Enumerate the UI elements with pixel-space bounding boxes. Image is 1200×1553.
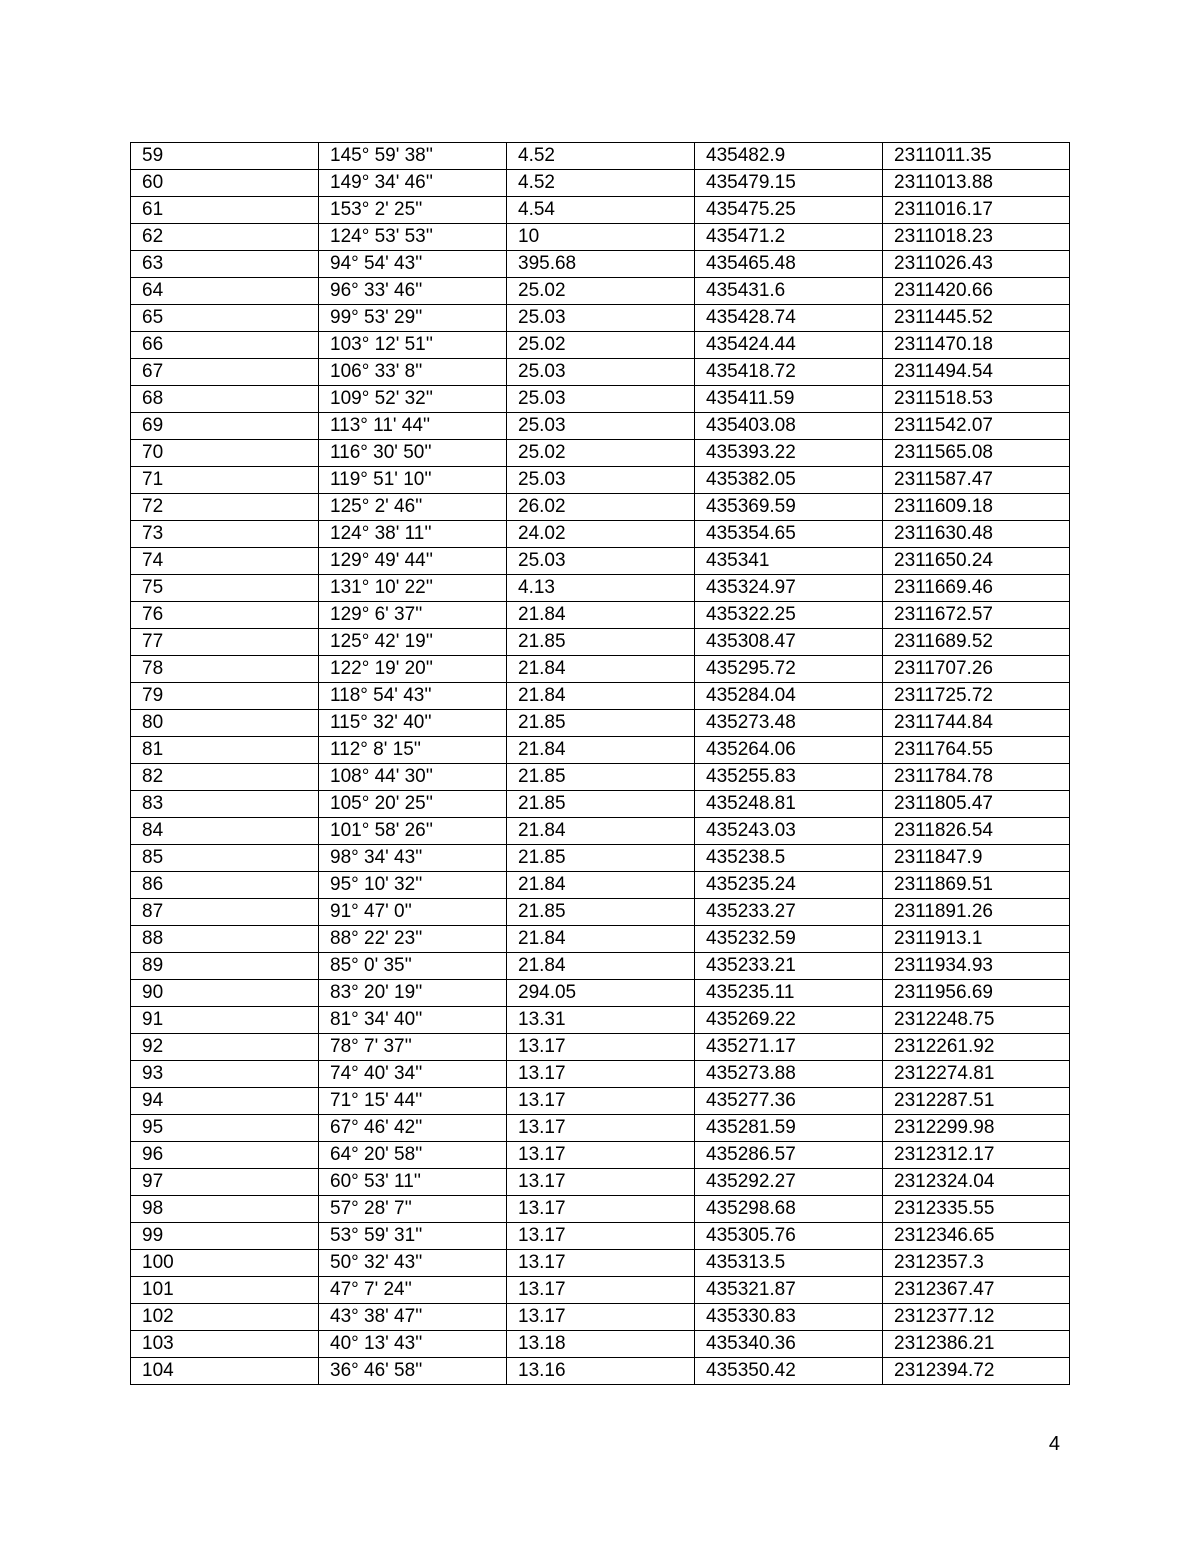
table-row bbox=[131, 629, 1070, 656]
distance-cell: 13.17 bbox=[507, 1088, 695, 1115]
table-row bbox=[131, 278, 1070, 305]
point-number-cell: 71 bbox=[131, 467, 319, 494]
angle-cell: 99° 53' 29'' bbox=[319, 305, 507, 332]
y-coordinate-cell: 2312386.21 bbox=[883, 1331, 1070, 1358]
point-number-cell: 102 bbox=[131, 1304, 319, 1331]
distance-cell: 13.16 bbox=[507, 1358, 695, 1385]
y-coordinate-cell: 2312299.98 bbox=[883, 1115, 1070, 1142]
point-number-cell: 95 bbox=[131, 1115, 319, 1142]
angle-cell: 64° 20' 58'' bbox=[319, 1142, 507, 1169]
point-number-cell: 74 bbox=[131, 548, 319, 575]
x-coordinate-cell: 435482.9 bbox=[695, 143, 883, 170]
point-number-cell: 86 bbox=[131, 872, 319, 899]
angle-cell: 103° 12' 51'' bbox=[319, 332, 507, 359]
point-number-cell: 76 bbox=[131, 602, 319, 629]
distance-cell: 4.13 bbox=[507, 575, 695, 602]
distance-cell: 25.03 bbox=[507, 467, 695, 494]
x-coordinate-cell: 435255.83 bbox=[695, 764, 883, 791]
angle-cell: 95° 10' 32'' bbox=[319, 872, 507, 899]
y-coordinate-cell: 2311011.35 bbox=[883, 143, 1070, 170]
y-coordinate-cell: 2311805.47 bbox=[883, 791, 1070, 818]
y-coordinate-cell: 2311913.1 bbox=[883, 926, 1070, 953]
point-number-cell: 88 bbox=[131, 926, 319, 953]
table-row bbox=[131, 413, 1070, 440]
y-coordinate-cell: 2311565.08 bbox=[883, 440, 1070, 467]
distance-cell: 4.54 bbox=[507, 197, 695, 224]
distance-cell: 13.17 bbox=[507, 1277, 695, 1304]
distance-cell: 294.05 bbox=[507, 980, 695, 1007]
distance-cell: 13.17 bbox=[507, 1196, 695, 1223]
x-coordinate-cell: 435322.25 bbox=[695, 602, 883, 629]
distance-cell: 13.17 bbox=[507, 1169, 695, 1196]
point-number-cell: 97 bbox=[131, 1169, 319, 1196]
table-body bbox=[131, 143, 1070, 1385]
y-coordinate-cell: 2311650.24 bbox=[883, 548, 1070, 575]
distance-cell: 25.03 bbox=[507, 413, 695, 440]
x-coordinate-cell: 435298.68 bbox=[695, 1196, 883, 1223]
angle-cell: 124° 53' 53'' bbox=[319, 224, 507, 251]
y-coordinate-cell: 2311542.07 bbox=[883, 413, 1070, 440]
y-coordinate-cell: 2311869.51 bbox=[883, 872, 1070, 899]
table-row bbox=[131, 1331, 1070, 1358]
distance-cell: 21.84 bbox=[507, 683, 695, 710]
table-row bbox=[131, 170, 1070, 197]
x-coordinate-cell: 435431.6 bbox=[695, 278, 883, 305]
point-number-cell: 101 bbox=[131, 1277, 319, 1304]
table-row bbox=[131, 1034, 1070, 1061]
point-number-cell: 89 bbox=[131, 953, 319, 980]
point-number-cell: 96 bbox=[131, 1142, 319, 1169]
point-number-cell: 85 bbox=[131, 845, 319, 872]
x-coordinate-cell: 435233.27 bbox=[695, 899, 883, 926]
point-number-cell: 68 bbox=[131, 386, 319, 413]
table-row bbox=[131, 1223, 1070, 1250]
point-number-cell: 104 bbox=[131, 1358, 319, 1385]
x-coordinate-cell: 435418.72 bbox=[695, 359, 883, 386]
table-row bbox=[131, 710, 1070, 737]
angle-cell: 153° 2' 25'' bbox=[319, 197, 507, 224]
x-coordinate-cell: 435308.47 bbox=[695, 629, 883, 656]
distance-cell: 13.17 bbox=[507, 1223, 695, 1250]
table-row bbox=[131, 305, 1070, 332]
y-coordinate-cell: 2312335.55 bbox=[883, 1196, 1070, 1223]
point-number-cell: 82 bbox=[131, 764, 319, 791]
table-row bbox=[131, 737, 1070, 764]
point-number-cell: 60 bbox=[131, 170, 319, 197]
distance-cell: 25.02 bbox=[507, 440, 695, 467]
y-coordinate-cell: 2311013.88 bbox=[883, 170, 1070, 197]
point-number-cell: 63 bbox=[131, 251, 319, 278]
y-coordinate-cell: 2311630.48 bbox=[883, 521, 1070, 548]
distance-cell: 26.02 bbox=[507, 494, 695, 521]
x-coordinate-cell: 435271.17 bbox=[695, 1034, 883, 1061]
distance-cell: 13.17 bbox=[507, 1304, 695, 1331]
table-row bbox=[131, 1250, 1070, 1277]
y-coordinate-cell: 2311891.26 bbox=[883, 899, 1070, 926]
x-coordinate-cell: 435354.65 bbox=[695, 521, 883, 548]
angle-cell: 129° 49' 44'' bbox=[319, 548, 507, 575]
x-coordinate-cell: 435369.59 bbox=[695, 494, 883, 521]
x-coordinate-cell: 435284.04 bbox=[695, 683, 883, 710]
y-coordinate-cell: 2311725.72 bbox=[883, 683, 1070, 710]
point-number-cell: 66 bbox=[131, 332, 319, 359]
point-number-cell: 91 bbox=[131, 1007, 319, 1034]
y-coordinate-cell: 2311470.18 bbox=[883, 332, 1070, 359]
angle-cell: 124° 38' 11'' bbox=[319, 521, 507, 548]
table-row bbox=[131, 1142, 1070, 1169]
x-coordinate-cell: 435273.88 bbox=[695, 1061, 883, 1088]
distance-cell: 21.85 bbox=[507, 791, 695, 818]
y-coordinate-cell: 2312346.65 bbox=[883, 1223, 1070, 1250]
y-coordinate-cell: 2311026.43 bbox=[883, 251, 1070, 278]
table-row bbox=[131, 521, 1070, 548]
angle-cell: 125° 42' 19'' bbox=[319, 629, 507, 656]
y-coordinate-cell: 2311420.66 bbox=[883, 278, 1070, 305]
table-row bbox=[131, 251, 1070, 278]
angle-cell: 50° 32' 43'' bbox=[319, 1250, 507, 1277]
x-coordinate-cell: 435393.22 bbox=[695, 440, 883, 467]
point-number-cell: 92 bbox=[131, 1034, 319, 1061]
point-number-cell: 69 bbox=[131, 413, 319, 440]
point-number-cell: 79 bbox=[131, 683, 319, 710]
point-number-cell: 78 bbox=[131, 656, 319, 683]
table-row bbox=[131, 1115, 1070, 1142]
y-coordinate-cell: 2311744.84 bbox=[883, 710, 1070, 737]
y-coordinate-cell: 2311016.17 bbox=[883, 197, 1070, 224]
point-number-cell: 73 bbox=[131, 521, 319, 548]
distance-cell: 4.52 bbox=[507, 143, 695, 170]
x-coordinate-cell: 435235.11 bbox=[695, 980, 883, 1007]
angle-cell: 96° 33' 46'' bbox=[319, 278, 507, 305]
table-row bbox=[131, 791, 1070, 818]
distance-cell: 13.17 bbox=[507, 1034, 695, 1061]
y-coordinate-cell: 2312248.75 bbox=[883, 1007, 1070, 1034]
x-coordinate-cell: 435330.83 bbox=[695, 1304, 883, 1331]
y-coordinate-cell: 2312357.3 bbox=[883, 1250, 1070, 1277]
table-row bbox=[131, 386, 1070, 413]
angle-cell: 105° 20' 25'' bbox=[319, 791, 507, 818]
point-number-cell: 80 bbox=[131, 710, 319, 737]
angle-cell: 78° 7' 37'' bbox=[319, 1034, 507, 1061]
table-row bbox=[131, 1196, 1070, 1223]
angle-cell: 122° 19' 20'' bbox=[319, 656, 507, 683]
angle-cell: 94° 54' 43'' bbox=[319, 251, 507, 278]
table-row bbox=[131, 1304, 1070, 1331]
table-row bbox=[131, 683, 1070, 710]
distance-cell: 13.17 bbox=[507, 1061, 695, 1088]
distance-cell: 25.03 bbox=[507, 305, 695, 332]
x-coordinate-cell: 435350.42 bbox=[695, 1358, 883, 1385]
point-number-cell: 94 bbox=[131, 1088, 319, 1115]
table-row bbox=[131, 440, 1070, 467]
angle-cell: 106° 33' 8'' bbox=[319, 359, 507, 386]
x-coordinate-cell: 435475.25 bbox=[695, 197, 883, 224]
y-coordinate-cell: 2312394.72 bbox=[883, 1358, 1070, 1385]
x-coordinate-cell: 435403.08 bbox=[695, 413, 883, 440]
table-row bbox=[131, 1088, 1070, 1115]
angle-cell: 53° 59' 31'' bbox=[319, 1223, 507, 1250]
table-row bbox=[131, 1358, 1070, 1385]
distance-cell: 13.17 bbox=[507, 1142, 695, 1169]
distance-cell: 21.85 bbox=[507, 845, 695, 872]
angle-cell: 149° 34' 46'' bbox=[319, 170, 507, 197]
table-row bbox=[131, 1007, 1070, 1034]
point-number-cell: 81 bbox=[131, 737, 319, 764]
y-coordinate-cell: 2312377.12 bbox=[883, 1304, 1070, 1331]
x-coordinate-cell: 435233.21 bbox=[695, 953, 883, 980]
table-row bbox=[131, 332, 1070, 359]
distance-cell: 21.84 bbox=[507, 953, 695, 980]
distance-cell: 13.31 bbox=[507, 1007, 695, 1034]
x-coordinate-cell: 435321.87 bbox=[695, 1277, 883, 1304]
point-number-cell: 99 bbox=[131, 1223, 319, 1250]
distance-cell: 13.18 bbox=[507, 1331, 695, 1358]
distance-cell: 25.03 bbox=[507, 548, 695, 575]
angle-cell: 47° 7' 24'' bbox=[319, 1277, 507, 1304]
table-row bbox=[131, 980, 1070, 1007]
angle-cell: 74° 40' 34'' bbox=[319, 1061, 507, 1088]
point-number-cell: 62 bbox=[131, 224, 319, 251]
x-coordinate-cell: 435382.05 bbox=[695, 467, 883, 494]
angle-cell: 98° 34' 43'' bbox=[319, 845, 507, 872]
distance-cell: 21.84 bbox=[507, 737, 695, 764]
angle-cell: 112° 8' 15'' bbox=[319, 737, 507, 764]
angle-cell: 85° 0' 35'' bbox=[319, 953, 507, 980]
y-coordinate-cell: 2312287.51 bbox=[883, 1088, 1070, 1115]
x-coordinate-cell: 435324.97 bbox=[695, 575, 883, 602]
angle-cell: 36° 46' 58'' bbox=[319, 1358, 507, 1385]
table-row bbox=[131, 656, 1070, 683]
y-coordinate-cell: 2311518.53 bbox=[883, 386, 1070, 413]
x-coordinate-cell: 435277.36 bbox=[695, 1088, 883, 1115]
angle-cell: 109° 52' 32'' bbox=[319, 386, 507, 413]
x-coordinate-cell: 435424.44 bbox=[695, 332, 883, 359]
x-coordinate-cell: 435248.81 bbox=[695, 791, 883, 818]
x-coordinate-cell: 435273.48 bbox=[695, 710, 883, 737]
distance-cell: 21.84 bbox=[507, 872, 695, 899]
y-coordinate-cell: 2311847.9 bbox=[883, 845, 1070, 872]
y-coordinate-cell: 2312261.92 bbox=[883, 1034, 1070, 1061]
x-coordinate-cell: 435471.2 bbox=[695, 224, 883, 251]
point-number-cell: 84 bbox=[131, 818, 319, 845]
y-coordinate-cell: 2311764.55 bbox=[883, 737, 1070, 764]
angle-cell: 116° 30' 50'' bbox=[319, 440, 507, 467]
angle-cell: 115° 32' 40'' bbox=[319, 710, 507, 737]
distance-cell: 21.84 bbox=[507, 818, 695, 845]
angle-cell: 108° 44' 30'' bbox=[319, 764, 507, 791]
x-coordinate-cell: 435238.5 bbox=[695, 845, 883, 872]
distance-cell: 21.84 bbox=[507, 926, 695, 953]
page-number: 4 bbox=[1048, 1433, 1060, 1455]
y-coordinate-cell: 2311672.57 bbox=[883, 602, 1070, 629]
y-coordinate-cell: 2311609.18 bbox=[883, 494, 1070, 521]
y-coordinate-cell: 2312324.04 bbox=[883, 1169, 1070, 1196]
point-number-cell: 75 bbox=[131, 575, 319, 602]
y-coordinate-cell: 2311689.52 bbox=[883, 629, 1070, 656]
x-coordinate-cell: 435269.22 bbox=[695, 1007, 883, 1034]
table-row bbox=[131, 143, 1070, 170]
table-row bbox=[131, 926, 1070, 953]
angle-cell: 101° 58' 26'' bbox=[319, 818, 507, 845]
x-coordinate-cell: 435295.72 bbox=[695, 656, 883, 683]
distance-cell: 25.03 bbox=[507, 386, 695, 413]
angle-cell: 40° 13' 43'' bbox=[319, 1331, 507, 1358]
y-coordinate-cell: 2311445.52 bbox=[883, 305, 1070, 332]
table-row bbox=[131, 224, 1070, 251]
angle-cell: 67° 46' 42'' bbox=[319, 1115, 507, 1142]
y-coordinate-cell: 2311784.78 bbox=[883, 764, 1070, 791]
angle-cell: 91° 47' 0'' bbox=[319, 899, 507, 926]
x-coordinate-cell: 435264.06 bbox=[695, 737, 883, 764]
table-row bbox=[131, 1277, 1070, 1304]
y-coordinate-cell: 2311707.26 bbox=[883, 656, 1070, 683]
angle-cell: 119° 51' 10'' bbox=[319, 467, 507, 494]
angle-cell: 118° 54' 43'' bbox=[319, 683, 507, 710]
angle-cell: 113° 11' 44'' bbox=[319, 413, 507, 440]
point-number-cell: 100 bbox=[131, 1250, 319, 1277]
x-coordinate-cell: 435281.59 bbox=[695, 1115, 883, 1142]
x-coordinate-cell: 435479.15 bbox=[695, 170, 883, 197]
distance-cell: 21.84 bbox=[507, 602, 695, 629]
y-coordinate-cell: 2311018.23 bbox=[883, 224, 1070, 251]
angle-cell: 81° 34' 40'' bbox=[319, 1007, 507, 1034]
distance-cell: 13.17 bbox=[507, 1250, 695, 1277]
table-row bbox=[131, 899, 1070, 926]
table-row bbox=[131, 1061, 1070, 1088]
table-row bbox=[131, 575, 1070, 602]
point-number-cell: 87 bbox=[131, 899, 319, 926]
distance-cell: 13.17 bbox=[507, 1115, 695, 1142]
distance-cell: 25.03 bbox=[507, 359, 695, 386]
point-number-cell: 59 bbox=[131, 143, 319, 170]
x-coordinate-cell: 435465.48 bbox=[695, 251, 883, 278]
distance-cell: 21.85 bbox=[507, 899, 695, 926]
table-row bbox=[131, 818, 1070, 845]
angle-cell: 145° 59' 38'' bbox=[319, 143, 507, 170]
table-row bbox=[131, 359, 1070, 386]
distance-cell: 24.02 bbox=[507, 521, 695, 548]
distance-cell: 4.52 bbox=[507, 170, 695, 197]
x-coordinate-cell: 435292.27 bbox=[695, 1169, 883, 1196]
x-coordinate-cell: 435428.74 bbox=[695, 305, 883, 332]
point-number-cell: 103 bbox=[131, 1331, 319, 1358]
angle-cell: 131° 10' 22'' bbox=[319, 575, 507, 602]
angle-cell: 125° 2' 46'' bbox=[319, 494, 507, 521]
angle-cell: 88° 22' 23'' bbox=[319, 926, 507, 953]
angle-cell: 43° 38' 47'' bbox=[319, 1304, 507, 1331]
point-number-cell: 98 bbox=[131, 1196, 319, 1223]
y-coordinate-cell: 2312312.17 bbox=[883, 1142, 1070, 1169]
distance-cell: 395.68 bbox=[507, 251, 695, 278]
point-number-cell: 83 bbox=[131, 791, 319, 818]
table-row bbox=[131, 494, 1070, 521]
table-row bbox=[131, 953, 1070, 980]
distance-cell: 25.02 bbox=[507, 332, 695, 359]
y-coordinate-cell: 2311934.93 bbox=[883, 953, 1070, 980]
y-coordinate-cell: 2311956.69 bbox=[883, 980, 1070, 1007]
distance-cell: 21.84 bbox=[507, 656, 695, 683]
distance-cell: 10 bbox=[507, 224, 695, 251]
x-coordinate-cell: 435235.24 bbox=[695, 872, 883, 899]
y-coordinate-cell: 2311669.46 bbox=[883, 575, 1070, 602]
point-number-cell: 77 bbox=[131, 629, 319, 656]
point-number-cell: 72 bbox=[131, 494, 319, 521]
table-row bbox=[131, 845, 1070, 872]
x-coordinate-cell: 435243.03 bbox=[695, 818, 883, 845]
table-row bbox=[131, 467, 1070, 494]
table-row bbox=[131, 1169, 1070, 1196]
angle-cell: 60° 53' 11'' bbox=[319, 1169, 507, 1196]
y-coordinate-cell: 2312274.81 bbox=[883, 1061, 1070, 1088]
y-coordinate-cell: 2311826.54 bbox=[883, 818, 1070, 845]
x-coordinate-cell: 435411.59 bbox=[695, 386, 883, 413]
table-row bbox=[131, 548, 1070, 575]
point-number-cell: 65 bbox=[131, 305, 319, 332]
table-row bbox=[131, 872, 1070, 899]
angle-cell: 129° 6' 37'' bbox=[319, 602, 507, 629]
distance-cell: 21.85 bbox=[507, 710, 695, 737]
distance-cell: 21.85 bbox=[507, 764, 695, 791]
x-coordinate-cell: 435305.76 bbox=[695, 1223, 883, 1250]
y-coordinate-cell: 2312367.47 bbox=[883, 1277, 1070, 1304]
y-coordinate-cell: 2311494.54 bbox=[883, 359, 1070, 386]
angle-cell: 71° 15' 44'' bbox=[319, 1088, 507, 1115]
angle-cell: 83° 20' 19'' bbox=[319, 980, 507, 1007]
x-coordinate-cell: 435340.36 bbox=[695, 1331, 883, 1358]
point-number-cell: 70 bbox=[131, 440, 319, 467]
table-row bbox=[131, 764, 1070, 791]
point-number-cell: 61 bbox=[131, 197, 319, 224]
table-row bbox=[131, 602, 1070, 629]
point-number-cell: 64 bbox=[131, 278, 319, 305]
distance-cell: 25.02 bbox=[507, 278, 695, 305]
point-number-cell: 67 bbox=[131, 359, 319, 386]
x-coordinate-cell: 435232.59 bbox=[695, 926, 883, 953]
point-number-cell: 93 bbox=[131, 1061, 319, 1088]
coordinates-table bbox=[130, 142, 1070, 1385]
point-number-cell: 90 bbox=[131, 980, 319, 1007]
distance-cell: 21.85 bbox=[507, 629, 695, 656]
x-coordinate-cell: 435313.5 bbox=[695, 1250, 883, 1277]
table-row bbox=[131, 197, 1070, 224]
x-coordinate-cell: 435341 bbox=[695, 548, 883, 575]
y-coordinate-cell: 2311587.47 bbox=[883, 467, 1070, 494]
x-coordinate-cell: 435286.57 bbox=[695, 1142, 883, 1169]
angle-cell: 57° 28' 7'' bbox=[319, 1196, 507, 1223]
